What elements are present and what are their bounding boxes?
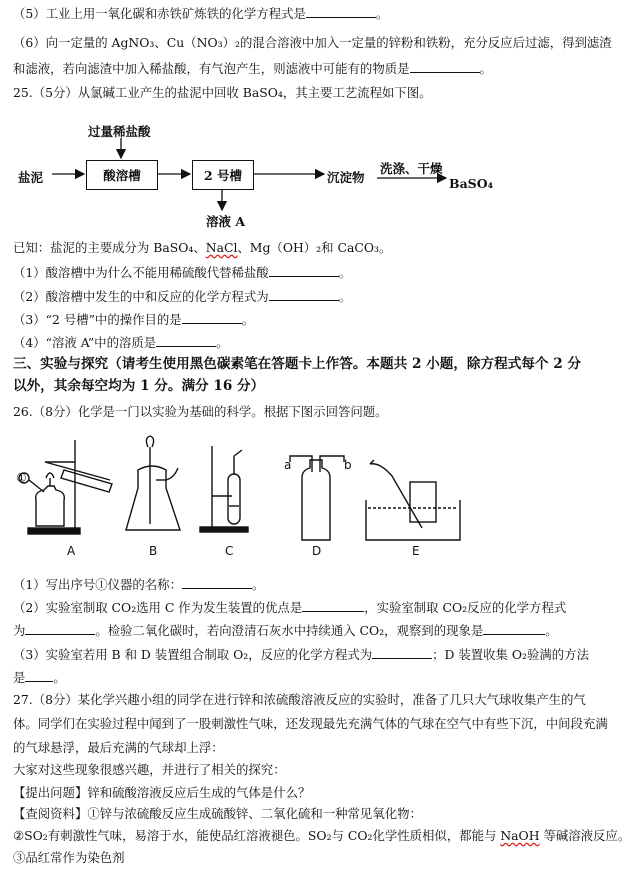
q27-reference2-end: 等碱溶液反应。 [539, 828, 631, 843]
q26-sub1-text: （1）写出序号①仪器的名称： [13, 577, 182, 592]
q27-line2: 体。同学们在实验过程中闻到了一股刺激性气味，还发现最先充满气体的气球在空气中有些下沉，中间段充满 [13, 716, 608, 731]
q27-problem: 【提出问题】锌和硫酸溶液反应后生成的气体是什么？ [13, 785, 311, 800]
apparatus-e-label: E [412, 544, 420, 558]
q26-sub3-line1 [13, 646, 589, 663]
apparatus-d-label: D [312, 544, 322, 558]
byproduct-label: 溶液 A [206, 214, 246, 229]
known-text-2: 、Mg（OH）₂和 CaCO₃。 [237, 240, 392, 255]
q26-sub2-line2-text: 。检验二氧化碳时，若向澄清石灰水中持续通入 CO₂，观察到的现象是 [95, 623, 484, 638]
q25-title: 25.（5分）从氯碱工业产生的盐泥中回收 BaSO₄，其主要工艺流程如下图。 [13, 85, 432, 100]
q27-reference2 [13, 828, 630, 844]
q26-sub1 [13, 576, 264, 593]
q26-title: 26.（8分）化学是一门以实验为基础的科学。根据下图示回答问题。 [13, 404, 388, 419]
q27-line1: 27.（8分）某化学兴趣小组的同学在进行锌和浓硫酸溶液反应的实验时，准备了几只大气球收集产生的气 [13, 692, 586, 707]
answer-blank[interactable] [182, 576, 252, 589]
q27-line4: 大家对这些现象很感兴趣，并进行了相关的探究： [13, 762, 286, 777]
period: 。 [216, 335, 229, 350]
tank2-label: 2 号槽 [203, 168, 243, 183]
period: 。 [479, 61, 492, 76]
answer-blank[interactable] [372, 646, 432, 659]
apparatus-e [366, 460, 460, 540]
answer-blank[interactable] [483, 622, 545, 635]
product-label: BaSO₄ [449, 176, 494, 191]
q26-sub2-text: （2）实验室制取 CO₂选用 C 作为发生装置的优点是 [13, 600, 303, 615]
period: 。 [338, 289, 352, 304]
q25-sub4-text: （4）“溶液 A”中的溶质是 [13, 335, 157, 350]
apparatus-a [19, 440, 112, 534]
apparatus-c [200, 446, 248, 532]
q25-sub1-text: （1）酸溶槽中为什么不能用稀硫酸代替稀盐酸 [13, 265, 269, 280]
apparatus-b-label: B [149, 544, 158, 558]
period: 。 [375, 6, 389, 21]
period: 。 [338, 265, 352, 280]
apparatus-d [290, 456, 344, 540]
q26-sub3-line2 [13, 669, 66, 686]
period: 。 [545, 623, 558, 638]
q27-line3: 的气球悬浮，最后充满的气球却上浮： [13, 740, 224, 755]
section3-heading-line1: 三、实验与探究（请考生使用黑色碳素笔在答题卡上作答。本题共 2 小题，除方程式每个 2 分 [13, 356, 582, 372]
q26-sub2-line2 [13, 622, 558, 639]
answer-blank[interactable] [302, 599, 364, 612]
answer-blank[interactable] [25, 669, 53, 682]
wash-dry-label: 洗涤、干燥 [380, 161, 443, 176]
q26-sub3-prefix: 是 [13, 670, 26, 685]
q26-sub2-prefix: 为 [13, 623, 26, 638]
q25-sub2-text: （2）酸溶槽中发生的中和反应的化学方程式为 [13, 289, 269, 304]
q24-item6-text: 和滤液，若向滤渣中加入稀盐酸，有气泡产生，则滤液中可能有的物质是 [13, 61, 410, 76]
apparatus-b [126, 436, 180, 530]
known-nacl: NaCl [205, 240, 238, 255]
precipitate-label: 沉淀物 [327, 170, 365, 185]
period: 。 [251, 577, 265, 592]
answer-blank[interactable] [25, 622, 95, 635]
apparatus-a-label: A [67, 544, 76, 558]
q27-reference2-text: ②SO₂有刺激性气味，易溶于水，能使品红溶液褪色。SO₂与 CO₂化学性质相似，都能与 [13, 828, 501, 843]
apparatus-c-label: C [225, 544, 234, 558]
q26-sub3-text: （3）实验室若用 B 和 D 装置组合制取 O₂，反应的化学方程式为 [13, 647, 373, 662]
circle-one-label: ① [16, 471, 27, 485]
q26-sub2-line1 [13, 599, 566, 616]
input-label: 盐泥 [18, 170, 44, 185]
q24-item5-text: （5）工业上用一氧化碳和赤铁矿炼铁的化学方程式是 [13, 6, 306, 21]
port-b-label: b [344, 458, 352, 472]
known-text-1: 已知：盐泥的主要成分为 BaSO₄、 [13, 240, 206, 255]
period: 。 [241, 312, 255, 327]
acid-tank-label: 酸溶槽 [103, 168, 141, 183]
q26-sub2-text-mid: ，实验室制取 CO₂反应的化学方程式 [364, 600, 567, 615]
period: 。 [53, 670, 66, 685]
q26-sub3-text-mid: ；D 装置收集 O₂验满的方法 [432, 647, 589, 662]
reagent-label: 过量稀盐酸 [88, 124, 151, 139]
q24-item6-line1: （6）向一定量的 AgNO₃、Cu（NO₃）₂的混合溶液中加入一定量的锌粉和铁粉，充分反应后过滤，得到滤渣 [13, 35, 612, 50]
port-a-label: a [284, 458, 292, 472]
section3-heading-line2: 以外，其余每空均为 1 分。满分 16 分） [13, 378, 265, 394]
q25-sub3-text: （3）“2 号槽”中的操作目的是 [13, 312, 182, 327]
naoh-text: NaOH [500, 828, 540, 843]
q27-reference1: 【查阅资料】①锌与浓硫酸反应生成硫酸锌、二氧化硫和一种常见氧化物： [13, 806, 422, 821]
q27-reference3: ③品红常作为染色剂 [13, 850, 125, 865]
